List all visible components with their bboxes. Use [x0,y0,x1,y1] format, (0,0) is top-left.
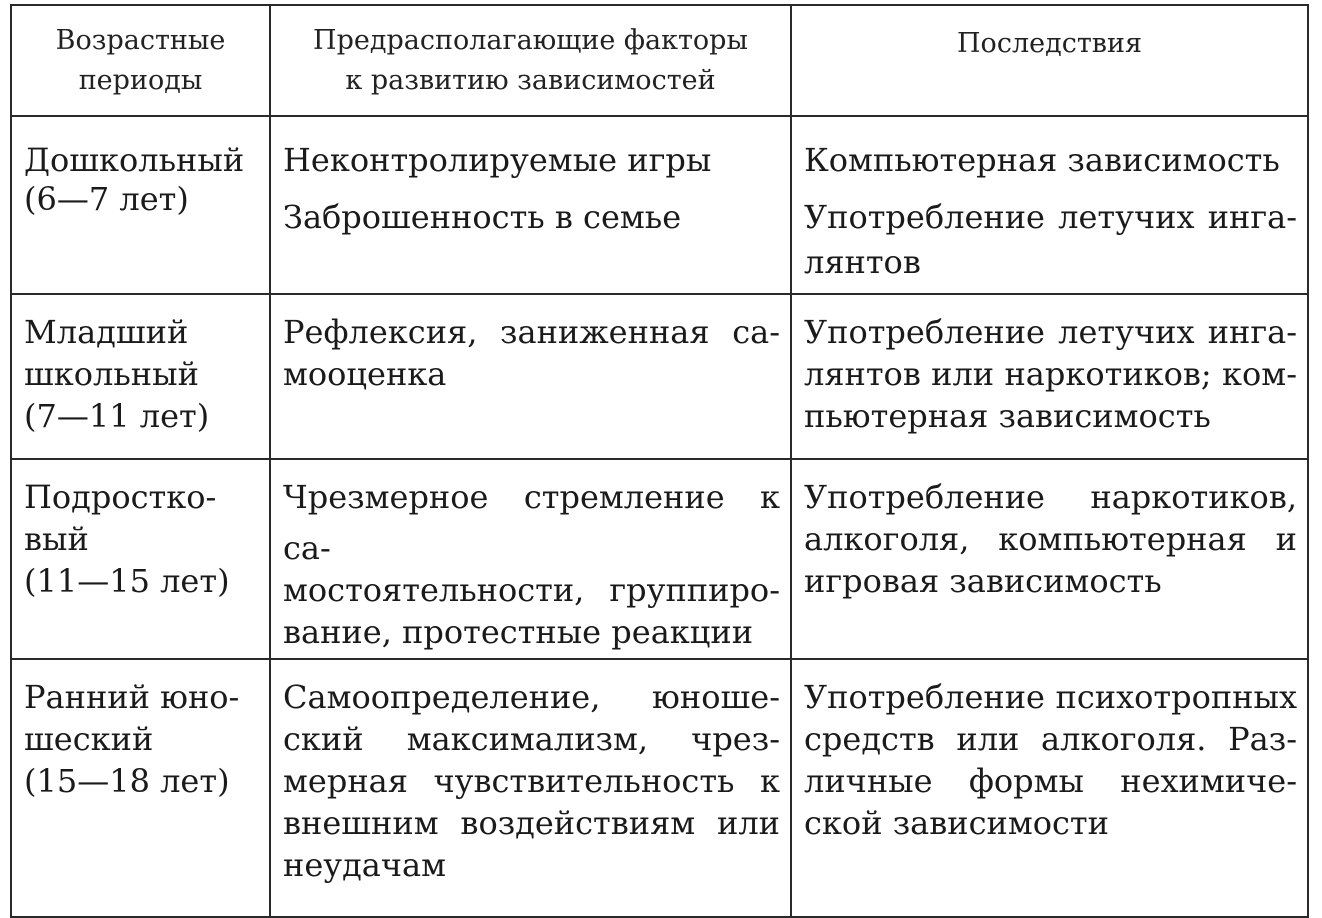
header-age-periods: Возрастные периоды [11,5,270,116]
factors-cell: Самоопределение, юноше- ский максимализм, чрез- мерная чувствительность к внешним воздействиям или неудачам [270,659,791,917]
age-dependencies-table [10,4,1309,918]
table-row [11,294,1308,459]
age-period-cell: Младший школьный (7—11 лет) [11,294,270,459]
header-predisposing-factors: Предрасполагающие факторы к развитию зависимостей [270,5,791,116]
consequences-cell: Употребление летучих инга- лянтов или наркотиков; ком- пьютерная зависимость [791,294,1308,459]
consequences-cell: Компьютерная зависимость Употребление летучих инга- лянтов [791,116,1308,294]
age-period-cell: Дошкольный (6—7 лет) [11,116,270,294]
age-period-cell: Подростко- вый (11—15 лет) [11,459,270,659]
table-row [11,659,1308,917]
factors-cell: Рефлексия, заниженная са- мооценка [270,294,791,459]
table-row [11,116,1308,294]
factors-cell: Неконтролируемые игры Заброшенность в семье [270,116,791,294]
consequences-cell: Употребление наркотиков, алкоголя, компьютерная и игровая зависимость [791,459,1308,659]
age-period-cell: Ранний юно- шеский (15—18 лет) [11,659,270,917]
table-header-row [11,5,1308,116]
consequences-cell: Употребление психотропных средств или алкоголя. Раз- личные формы нехимиче- ской зависимости [791,659,1308,917]
table-row [11,459,1308,659]
header-consequences: Последствия [791,5,1308,116]
factors-cell: Чрезмерное стремление к са- мостоятельности, группиро- вание, протестные реакции [270,459,791,659]
